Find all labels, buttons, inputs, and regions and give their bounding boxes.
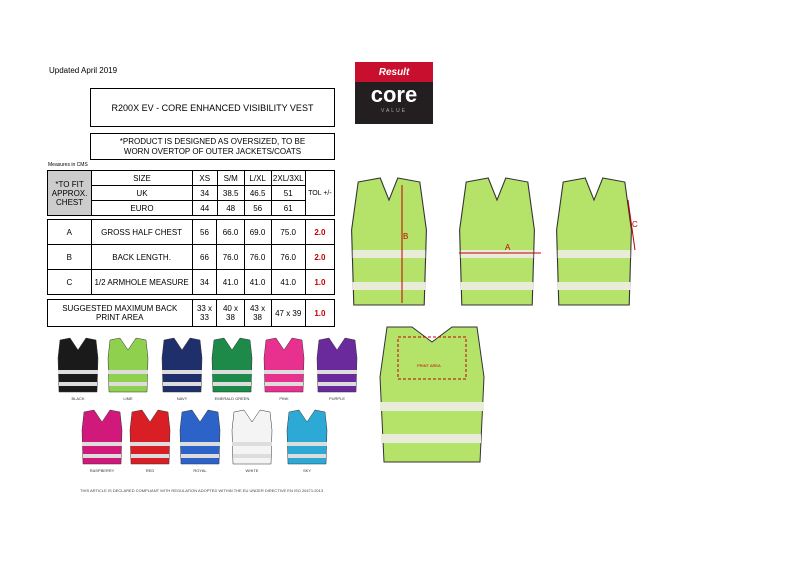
logo-brand: Result	[355, 62, 433, 82]
uk-3: 51	[271, 186, 305, 201]
row-name: GROSS HALF CHEST	[91, 220, 192, 245]
row-value: 41.0	[244, 270, 271, 295]
vest-open-diagram	[460, 178, 535, 305]
swatch-white	[230, 408, 274, 471]
swatch-red	[128, 408, 172, 471]
row-value: 66	[192, 245, 217, 270]
measure-a-label: A	[505, 243, 511, 252]
row-value: 69.0	[244, 220, 271, 245]
uk-2: 46.5	[244, 186, 271, 201]
print-area-table	[47, 299, 335, 327]
vest-diagrams	[345, 165, 655, 315]
uk-1: 38.5	[217, 186, 244, 201]
swatch-label: SKY	[302, 468, 311, 473]
measurements-table	[47, 219, 335, 295]
swatch-sky	[285, 408, 329, 471]
logo-sub: VALUE	[380, 108, 408, 114]
swatch-black	[56, 336, 100, 399]
size-2xl3xl: 2XL/3XL	[271, 171, 305, 186]
product-note: *PRODUCT IS DESIGNED AS OVERSIZED, TO BE WORN OVERTOP OF OUTER JACKETS/COATS	[90, 133, 335, 160]
print-tol: 1.0	[305, 300, 334, 327]
print-value: 40 x 38	[217, 300, 244, 327]
row-value: 56	[192, 220, 217, 245]
row-tol: 2.0	[305, 245, 334, 270]
swatch-label: NAVY	[176, 396, 188, 401]
swatch-label: PINK	[279, 396, 289, 401]
logo-line: core	[370, 82, 418, 107]
row-value: 76.0	[244, 245, 271, 270]
brand-logo	[355, 62, 433, 124]
print-area-label: SUGGESTED MAXIMUM BACK PRINT AREA	[48, 300, 193, 327]
updated-date: Updated April 2019	[49, 66, 118, 75]
row-value: 34	[192, 270, 217, 295]
swatch-label: EMERALD GREEN	[214, 396, 250, 401]
swatch-label: PURPLE	[328, 396, 345, 401]
row-value: 41.0	[271, 270, 305, 295]
swatch-purple	[315, 336, 359, 399]
table-row	[48, 245, 335, 270]
row-value: 66.0	[217, 220, 244, 245]
vest-back-diagram	[557, 178, 632, 305]
size-sm: S/M	[217, 171, 244, 186]
swatch-label: LIME	[123, 396, 133, 401]
print-area-diagram	[372, 322, 492, 467]
uk-label: UK	[92, 186, 193, 201]
swatch-pink	[262, 336, 306, 399]
swatch-label: WHITE	[245, 468, 259, 473]
fit-label: *TO FIT APPROX. CHEST	[48, 171, 92, 216]
size-xs: XS	[192, 171, 217, 186]
euro-1: 48	[217, 201, 244, 216]
row-value: 41.0	[217, 270, 244, 295]
tol-label: TOL +/-	[305, 171, 334, 216]
euro-label: EURO	[92, 201, 193, 216]
swatch-lime	[106, 336, 150, 399]
row-code: B	[48, 245, 92, 270]
print-value: 33 x 33	[192, 300, 217, 327]
size-label: SIZE	[92, 171, 193, 186]
swatch-royal	[178, 408, 222, 471]
euro-0: 44	[192, 201, 217, 216]
row-value: 75.0	[271, 220, 305, 245]
swatch-label: ROYAL	[193, 468, 207, 473]
row-name: 1/2 ARMHOLE MEASURE	[91, 270, 192, 295]
swatch-label: BLACK	[71, 396, 85, 401]
product-title: R200X EV - CORE ENHANCED VISIBILITY VEST	[90, 88, 335, 127]
row-value: 76.0	[217, 245, 244, 270]
size-lxl: L/XL	[244, 171, 271, 186]
euro-2: 56	[244, 201, 271, 216]
euro-3: 61	[271, 201, 305, 216]
vest-front-diagram	[352, 178, 427, 305]
table-row	[48, 270, 335, 295]
swatch-label: RASPBERRY	[89, 468, 115, 473]
measures-label: Measures in CMS	[48, 162, 88, 168]
row-tol: 2.0	[305, 220, 334, 245]
print-area-text: PRINT AREA	[417, 363, 441, 368]
row-code: C	[48, 270, 92, 295]
print-value: 43 x 38	[244, 300, 271, 327]
swatch-label: RED	[145, 468, 155, 473]
compliance-footnote: THIS ARTICLE IS DECLARED COMPLIANT WITH REGULATION ADOPTED WITHIN THE EU UNDER DIRECTIVE EN ISO 20471:2013	[80, 488, 324, 493]
measure-b-label: B	[403, 232, 409, 241]
swatch-emerald-green	[210, 336, 254, 399]
row-tol: 1.0	[305, 270, 334, 295]
uk-0: 34	[192, 186, 217, 201]
print-value: 47 x 39	[271, 300, 305, 327]
row-code: A	[48, 220, 92, 245]
measure-c-label: C	[632, 220, 638, 229]
size-header-table	[47, 170, 335, 216]
row-value: 76.0	[271, 245, 305, 270]
swatch-raspberry	[80, 408, 124, 471]
table-row	[48, 220, 335, 245]
swatch-navy	[160, 336, 204, 399]
row-name: BACK LENGTH.	[91, 245, 192, 270]
